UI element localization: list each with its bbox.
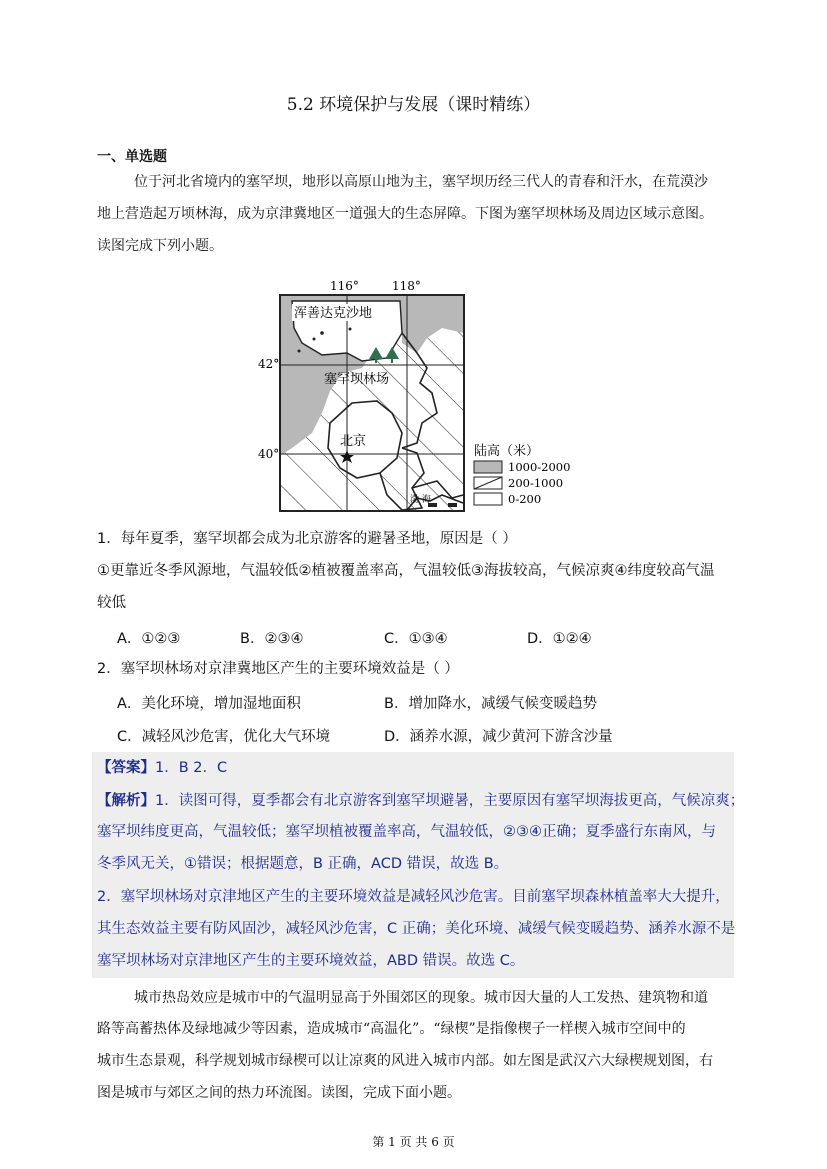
analysis-line-4: 2．塞罕坝林场对京津地区产生的主要环境效益是减轻风沙危害。目前塞罕坝森林植盖率大大提升， xyxy=(97,889,730,905)
city-label: 北京 xyxy=(340,434,367,449)
q2-option-b[interactable]: B．增加降水，减缓气候变暖趋势 xyxy=(384,696,597,712)
intro-line-2: 地上营造起万顷林海，成为京津冀地区一道强大的生态屏障。下图为塞罕坝林场及周边区域示意图。 xyxy=(97,206,713,222)
saihanba-map xyxy=(252,273,582,516)
lon-label-118: 118° xyxy=(392,279,421,293)
legend-item-high: 1000-2000 xyxy=(508,460,571,474)
q1-option-b[interactable]: B．②③④ xyxy=(240,631,304,647)
q1-option-c[interactable]: C．①③④ xyxy=(384,631,448,647)
analysis-line-6: 塞罕坝林场对京津地区产生的主要环境效益，ABD 错误。故选 C。 xyxy=(97,953,525,969)
q2-option-c[interactable]: C．减轻风沙危害，优化大气环境 xyxy=(117,729,331,745)
lat-label-42: 42° xyxy=(258,357,280,371)
analysis-line-2: 塞罕坝纬度更高，气温较低；塞罕坝植被覆盖率高，气温较低，②③④正确；夏季盛行东南风，与 xyxy=(97,824,716,840)
passage2-line-4: 图是城市与郊区之间的热力环流图。读图，完成下面小题。 xyxy=(97,1085,461,1101)
lon-label-116: 116° xyxy=(330,279,359,293)
intro-line-1: 位于河北省境内的塞罕坝，地形以高原山地为主，塞罕坝历经三代人的青春和汗水，在荒漠沙 xyxy=(134,174,708,190)
q1-desc-line1: ①更靠近冬季风源地，气温较低②植被覆盖率高，气温较低③海拔较高，气候凉爽④纬度较高气温 xyxy=(97,563,715,579)
q1-option-a[interactable]: A．①②③ xyxy=(117,631,181,647)
answer-line xyxy=(97,752,227,784)
legend-title: 陆高（米） xyxy=(474,444,540,459)
page-title: 5.2 环境保护与发展（课时精练） xyxy=(286,95,541,115)
legend-item-low: 0-200 xyxy=(508,492,542,506)
forest-label: 塞罕坝林场 xyxy=(324,372,390,387)
answer-tag: 【答案】 xyxy=(97,760,155,776)
analysis-line-3: 冬季风无关，①错误；根据题意，B 正确，ACD 错误，故选 B。 xyxy=(97,856,509,872)
desert-label: 浑善达克沙地 xyxy=(294,306,373,321)
analysis-text-1: 1．读图可得，夏季都会有北京游客到塞罕坝避暑，主要原因有塞罕坝海拔更高，气候凉爽； xyxy=(155,793,745,809)
section-heading: 一、单选题 xyxy=(97,149,167,165)
passage2-line-1: 城市热岛效应是城市中的气温明显高于外围郊区的现象。城市因大量的人工发热、建筑物和道 xyxy=(134,990,708,1006)
legend-item-mid: 200-1000 xyxy=(508,476,564,490)
analysis-line-5: 其生态效益主要有防风固沙，减轻风沙危害，C 正确；美化环境、减缓气候变暖趋势、涵养水源不是 xyxy=(97,921,736,937)
analysis-line-1 xyxy=(97,785,744,817)
analysis-tag: 【解析】 xyxy=(97,793,155,809)
passage2-line-2: 路等高蓄热体及绿地减少等因素，造成城市“高温化”。“绿楔”是指像楔子一样楔入城市空间中的 xyxy=(97,1021,686,1037)
answer-text: 1．B 2．C xyxy=(155,760,228,776)
intro-line-3: 读图完成下列小题。 xyxy=(97,238,223,254)
q2-option-a[interactable]: A．美化环境，增加湿地面积 xyxy=(117,696,301,712)
q1-desc-line2: 较低 xyxy=(97,595,126,611)
lat-label-40: 40° xyxy=(258,447,280,461)
q2-stem: 2．塞罕坝林场对京津冀地区产生的主要环境效益是（ ） xyxy=(97,661,459,677)
page-footer: 第 1 页 共 6 页 xyxy=(372,1135,455,1149)
q1-option-d[interactable]: D．①②④ xyxy=(527,631,592,647)
q2-option-d[interactable]: D．涵养水源，减少黄河下游含沙量 xyxy=(384,729,613,745)
passage2-line-3: 城市生态景观，科学规划城市绿楔可以让凉爽的风进入城市内部。如左图是武汉六大绿楔规划图，右 xyxy=(97,1053,713,1069)
sea-label: 渤 海 xyxy=(410,495,431,505)
q1-stem: 1．每年夏季，塞罕坝都会成为北京游客的避暑圣地，原因是（ ） xyxy=(97,531,517,547)
